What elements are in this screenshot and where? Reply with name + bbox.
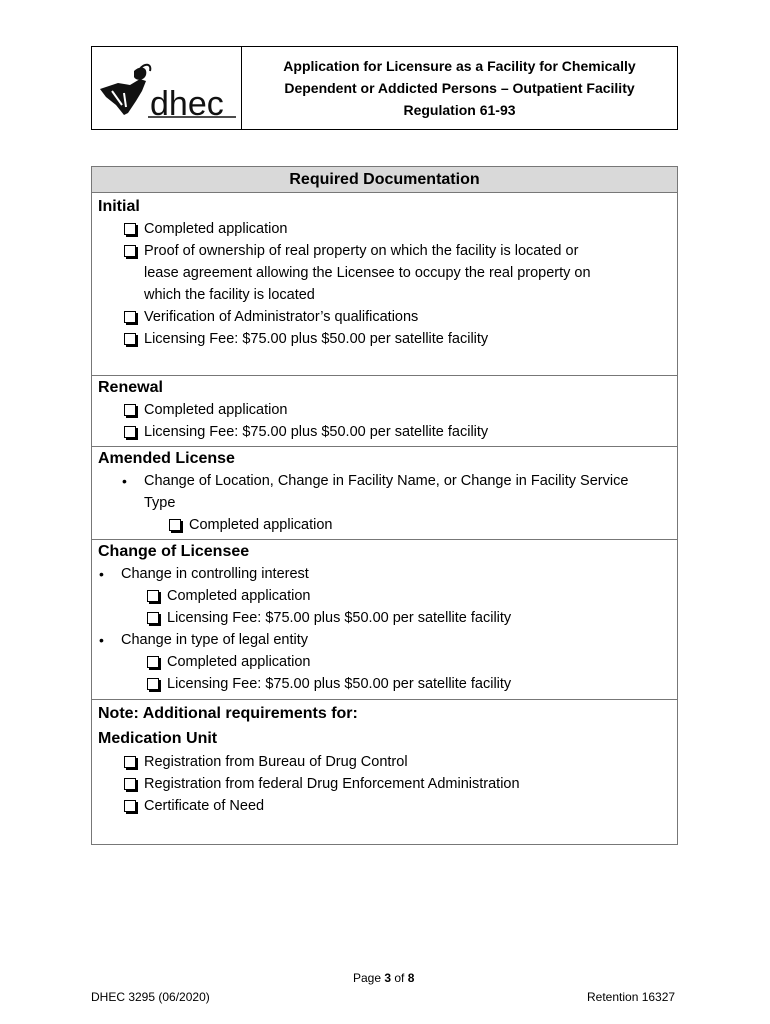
medication-unit-title: Medication Unit bbox=[98, 730, 218, 747]
checkbox-item[interactable]: Licensing Fee: $75.00 plus $50.00 per satellite facility bbox=[144, 328, 677, 350]
checkbox-item[interactable]: Licensing Fee: $75.00 plus $50.00 per satellite facility bbox=[167, 673, 677, 695]
page-number bbox=[353, 971, 414, 985]
initial-title: Initial bbox=[98, 198, 140, 215]
document-header bbox=[91, 46, 678, 130]
dhec-logo bbox=[96, 61, 238, 119]
retention-code: Retention 16327 bbox=[587, 990, 676, 1004]
checkbox-item[interactable]: Proof of ownership of real property on which the facility is located or bbox=[144, 240, 677, 262]
page-total: 8 bbox=[407, 971, 415, 985]
renewal-title: Renewal bbox=[98, 379, 163, 396]
logo-cell bbox=[92, 47, 242, 129]
checkbox-item[interactable]: Completed application bbox=[189, 514, 677, 536]
item-continuation: Type bbox=[144, 495, 176, 511]
note-section bbox=[92, 700, 678, 845]
change-of-licensee-section bbox=[92, 540, 678, 700]
note-title: Note: Additional requirements for: bbox=[98, 705, 358, 722]
checkbox-item[interactable]: Completed application bbox=[144, 399, 677, 421]
table-heading: Required Documentation bbox=[92, 167, 678, 193]
title-line-1: Application for Licensure as a Facility for Chemically bbox=[283, 58, 636, 74]
checkbox-item[interactable]: Licensing Fee: $75.00 plus $50.00 per satellite facility bbox=[144, 421, 677, 443]
checkbox-item[interactable]: Certificate of Need bbox=[144, 795, 677, 817]
change-of-licensee-title: Change of Licensee bbox=[98, 543, 250, 560]
checkbox-item[interactable]: Completed application bbox=[144, 218, 677, 240]
checkbox-item[interactable]: Registration from federal Drug Enforcement Administration bbox=[144, 773, 677, 795]
renewal-section bbox=[92, 376, 678, 447]
bullet-item: • Change of Location, Change in Facility Name, or Change in Facility Service bbox=[144, 470, 677, 492]
initial-section bbox=[92, 193, 678, 376]
item-continuation: lease agreement allowing the Licensee to occupy the real property on bbox=[144, 265, 591, 281]
bullet-item: • Change in type of legal entity bbox=[121, 629, 677, 651]
amended-license-section bbox=[92, 447, 678, 540]
bullet-item: • Change in controlling interest bbox=[121, 563, 677, 585]
checkbox-item[interactable]: Completed application bbox=[167, 651, 677, 673]
checkbox-item[interactable]: Licensing Fee: $75.00 plus $50.00 per satellite facility bbox=[167, 607, 677, 629]
logo-text: dhec bbox=[150, 85, 224, 119]
form-id: DHEC 3295 (06/2020) bbox=[91, 990, 210, 1004]
page-of: of bbox=[391, 971, 408, 985]
title-line-3: Regulation 61-93 bbox=[403, 102, 516, 118]
amended-license-title: Amended License bbox=[98, 450, 235, 467]
title-line-2: Dependent or Addicted Persons – Outpatient Facility bbox=[284, 80, 635, 96]
checkbox-item[interactable]: Verification of Administrator’s qualifications bbox=[144, 306, 677, 328]
checkbox-item[interactable]: Registration from Bureau of Drug Control bbox=[144, 751, 677, 773]
item-continuation: which the facility is located bbox=[144, 287, 315, 303]
document-title bbox=[242, 47, 677, 129]
required-documentation-table bbox=[91, 166, 678, 845]
page-prefix: Page bbox=[353, 971, 385, 985]
checkbox-item[interactable]: Completed application bbox=[167, 585, 677, 607]
page-current: 3 bbox=[384, 971, 392, 985]
